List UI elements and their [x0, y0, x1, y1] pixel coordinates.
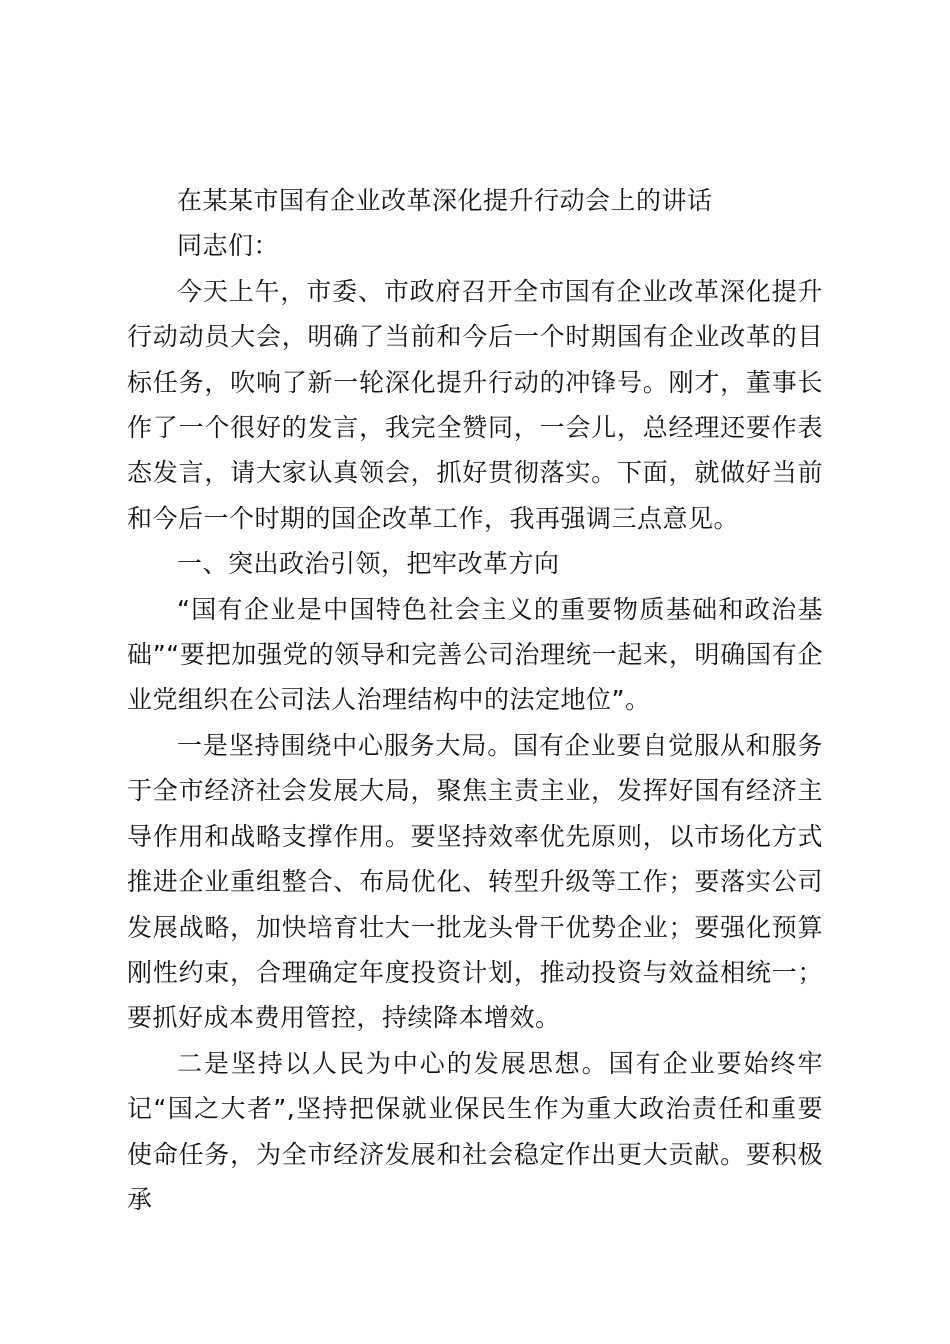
document-title: 在某某市国有企业改革深化提升行动会上的讲话 — [177, 186, 713, 215]
paragraph-opening: 今天上午，市委、市政府召开全市国有企业改革深化提升行动动员大会，明确了当前和今后一个时期国有企业改革的目标任务，吹响了新一轮深化提升行动的冲锋号。刚才，董事长作了一个很好的发言，我完全赞同，一会儿，总经理还要作表态发言，请大家认真领会，抓好贯彻落实。下面，就做好当前和今后一个时期的国企改革工作，我再强调三点意见。 — [127, 276, 823, 533]
section-heading-1: 一、突出政治引领，把牢改革方向 — [177, 549, 560, 579]
document-page — [127, 178, 823, 1222]
salutation: 同志们： — [177, 231, 280, 261]
paragraph-point-2: 二是坚持以人民为中心的发展思想。国有企业要始终牢记“国之大者”,坚持把保就业保民生作为重大政治责任和重要使命任务，为全市经济发展和社会稳定作出更大贡献。要积极承 — [127, 1048, 823, 1214]
paragraph-quote: “国有企业是中国特色社会主义的重要物质基础和政治基础”“要把加强党的领导和完善公司治理统一起来，明确国有企业党组织在公司法人治理结构中的法定地位”。 — [127, 594, 823, 715]
paragraph-point-1: 一是坚持围绕中心服务大局。国有企业要自觉服从和服务于全市经济社会发展大局，聚焦主责主业，发挥好国有经济主导作用和战略支撑作用。要坚持效率优先原则，以市场化方式推进企业重组整合、布局优化、转型升级等工作；要落实公司发展战略，加快培育壮大一批龙头骨干优势企业；要强化预算刚性约束，合理确定年度投资计划，推动投资与效益相统一；要抓好成本费用管控，持续降本增效。 — [127, 730, 823, 1033]
